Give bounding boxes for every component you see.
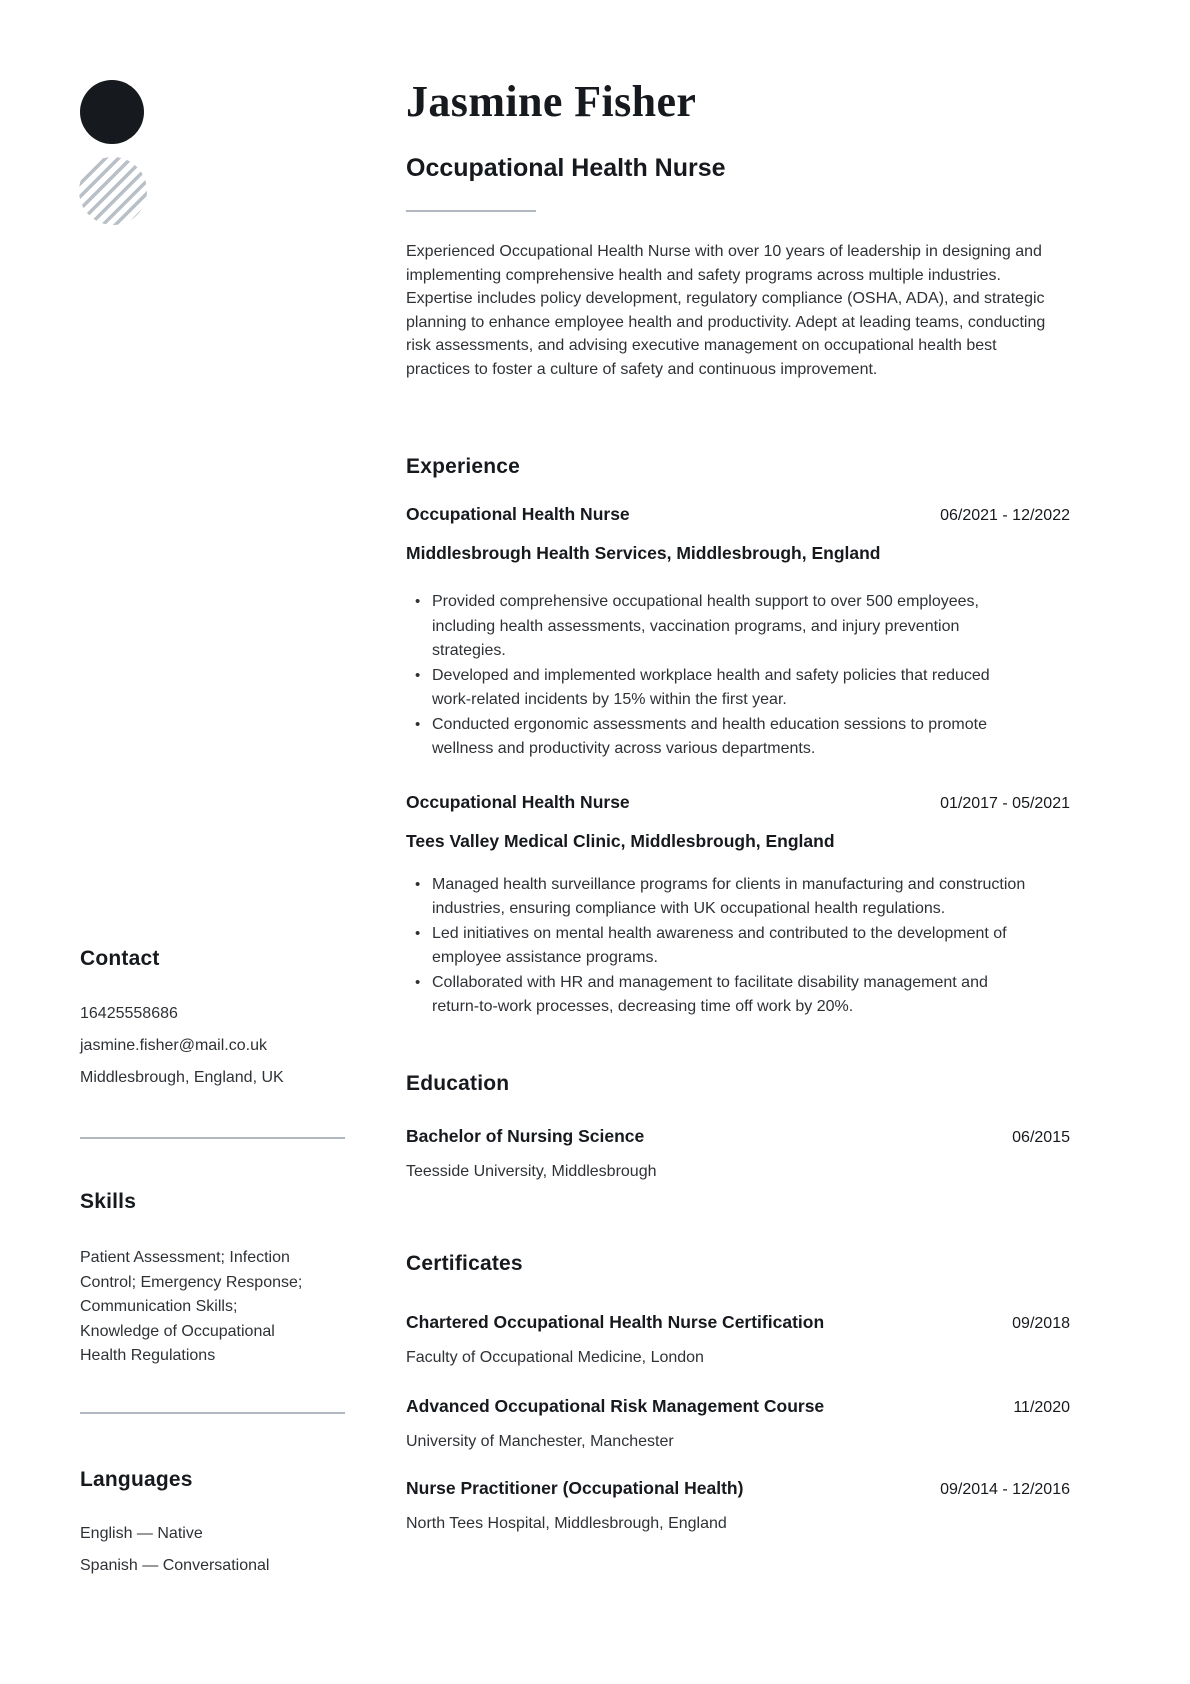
certificate-title: Advanced Occupational Risk Management Course: [406, 1395, 825, 1416]
job-bullet: • Developed and implemented workplace health and safety policies that reduced work-related incidents by 15% within the first year.: [406, 664, 1026, 713]
job-bullet-list: [406, 590, 1052, 762]
language-item: Spanish — Conversational: [80, 1556, 270, 1574]
sidebar-divider-1: [80, 1137, 345, 1139]
contact-email: jasmine.fisher@mail.co.uk: [80, 1037, 267, 1054]
sidebar-divider-2: [80, 1412, 345, 1414]
education-dates: 06/2015: [1012, 1128, 1070, 1146]
education-entry-header: [406, 1124, 1070, 1150]
skills-heading: Skills: [80, 1190, 137, 1213]
education-heading: Education: [406, 1071, 510, 1095]
person-name: Jasmine Fisher: [406, 77, 697, 126]
certificate-org: University of Manchester, Manchester: [406, 1432, 674, 1450]
languages-list: [80, 1518, 345, 1581]
job-title: Occupational Health Nurse: [406, 504, 630, 524]
job-bullet-list: [406, 873, 1052, 1020]
contact-list: [80, 998, 345, 1094]
job-dates: 06/2021 - 12/2022: [940, 507, 1070, 524]
education-school: Teesside University, Middlesbrough: [406, 1162, 657, 1180]
job-bullet: • Conducted ergonomic assessments and health education sessions to promote wellness and productivity across various departments.: [406, 713, 1026, 762]
job-bullet: • Managed health surveillance programs for clients in manufacturing and construction industries, ensuring compliance with UK occupational health regulations.: [406, 873, 1026, 922]
job-dates: 01/2017 - 05/2021: [940, 794, 1070, 812]
languages-section: [80, 1466, 345, 1581]
avatar-group: [80, 80, 345, 225]
person-job-title: Occupational Health Nurse: [406, 154, 726, 182]
certificate-title: Nurse Practitioner (Occupational Health): [406, 1477, 744, 1498]
contact-location: Middlesbrough, England, UK: [80, 1069, 284, 1086]
certificate-entry-header: [406, 1394, 1070, 1420]
professional-summary: Experienced Occupational Health Nurse with over 10 years of leadership in designing and implementing comprehensive health and safety programs across multiple industries. Expertise includes policy development, regulatory compliance (OSHA, ADA), and strategic planning to enhance employee health and productivity. Adept at leading teams, conducting risk assessments, and advising executive management on occupational health best practices to foster a culture of safety and continuous improvement.: [406, 243, 1046, 378]
certificate-dates: 09/2014 - 12/2016: [940, 1480, 1070, 1498]
certificate-dates: 09/2018: [1012, 1314, 1070, 1332]
job-entry-header: [406, 502, 1070, 528]
header-divider: [406, 210, 536, 212]
avatar-striped-circle-icon: [79, 157, 147, 225]
contact-phone: 16425558686: [80, 1005, 178, 1022]
certificates-heading: Certificates: [406, 1251, 523, 1275]
certificate-org: Faculty of Occupational Medicine, London: [406, 1348, 704, 1366]
certificate-entry-header: [406, 1476, 1070, 1502]
job-entry-header: [406, 790, 1070, 816]
skills-section: [80, 1188, 345, 1369]
job-organization: Middlesbrough Health Services, Middlesbrough, England: [406, 543, 881, 563]
certificate-dates: 11/2020: [1013, 1398, 1070, 1416]
certificate-org: North Tees Hospital, Middlesbrough, England: [406, 1514, 727, 1532]
job-title: Occupational Health Nurse: [406, 791, 630, 812]
contact-heading: Contact: [80, 947, 160, 970]
avatar-circle-icon: [80, 80, 144, 144]
main-column: [406, 0, 1070, 1535]
language-item: English — Native: [80, 1525, 203, 1542]
certificate-title: Chartered Occupational Health Nurse Certification: [406, 1311, 825, 1332]
job-bullet: • Collaborated with HR and management to facilitate disability management and return-to-work processes, decreasing time off work by 20%.: [406, 971, 1026, 1020]
experience-heading: Experience: [406, 455, 521, 478]
job-bullet: • Led initiatives on mental health awareness and contributed to the development of employee assistance programs.: [406, 922, 1026, 971]
job-bullet: • Provided comprehensive occupational health support to over 500 employees, including health assessments, vaccination programs, and injury prevention strategies.: [406, 590, 1026, 664]
job-organization: Tees Valley Medical Clinic, Middlesbrough, England: [406, 830, 835, 851]
degree-title: Bachelor of Nursing Science: [406, 1125, 645, 1146]
skills-text: Patient Assessment; Infection Control; Emergency Response; Communication Skills; Knowledge of Occupational Health Regulations: [80, 1249, 303, 1364]
languages-heading: Languages: [80, 1468, 193, 1491]
certificate-entry-header: [406, 1310, 1070, 1336]
contact-section: [80, 945, 345, 1094]
